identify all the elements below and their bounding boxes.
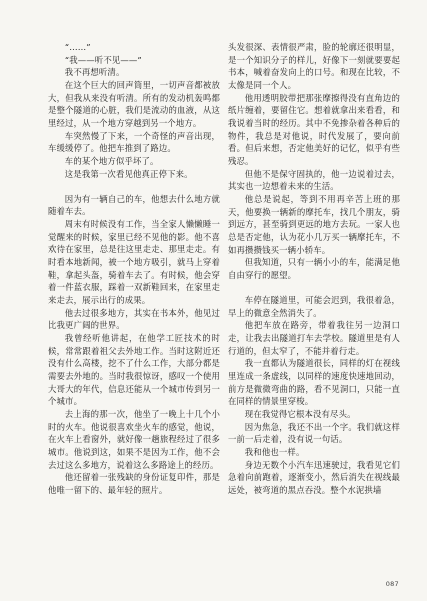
paragraph: 身边无数个小汽车迅速驶过，我看见它们急着向前跑着，逐渐变小，然后消失在视线最远处，被弯道的黑点吞没。整个水泥拱墙 [228, 459, 400, 495]
paragraph: 周末有时候没有工作，当全家人懒懒睡一觉醒来的时候，家里已经不见他的影。他不喜欢待在家里，总是往这里走走、那里走走。有时看本地新闻，被一个地方吸引，就马上穿着鞋，拿起头盔，骑着车去了。有时候，他会穿着一件蓝衣服，踩着一双新鞋回来，在家里走来走去，展示出行的成果。 [48, 219, 220, 306]
paragraph: 现在我觉得它根本没有尽头。 [244, 408, 356, 419]
paragraph: 头发很深、表情很严肃，脸的轮廓还很明显，是一个知识分子的样儿，好像下一刻就要要起书本，喊着奋发向上的口号。和现在比较，不太像是同一个人。 [228, 42, 400, 90]
paragraph: 车突然慢了下来，一个奇怪的声音出现，车缓缓停了。他把车推到了路边。 [48, 130, 220, 154]
paragraph: 他去过很多地方，其实在书本外，他见过比我更广阔的世界。 [48, 307, 220, 331]
left-column [48, 41, 220, 497]
paragraph: 但我知道，只有一辆小小的车，能满足他自由穿行的愿望。 [228, 257, 400, 280]
paragraph: 他总是说起，等到不用再辛苦上班的那天，他要换一辆新的摩托车，找几个朋友，骑到远方，甚至骑到更远的地方去玩。一家人也总是否定他，认为花小几万买一辆摩托车，不如再攒攒钱买一辆小轿车。 [228, 193, 400, 255]
paragraph: 他把车放在路旁，带着我往另一边洞口走，让我去出隧道打车去学校。隧道里是有人行道的，但太窄了，不能并着行走。 [228, 320, 400, 356]
paragraph: 因为有一辆自己的车，他想去什么地方就随着车去。 [48, 193, 220, 217]
paragraph: “我——听不见——” [64, 54, 142, 65]
page-number: 087 [385, 580, 399, 588]
paragraph: 我一直都认为隧道很长，同样的灯在视线里连成一条虚线，以同样的速度快速地回动，前方是微微弯曲的路，看不见洞口，只能一直在同样的情景里穿梭。 [228, 358, 400, 407]
right-column [228, 41, 400, 497]
paragraph: 我曾经听他讲起，在他学工匠技术的时候，常常跟着祖父去外地工作。当时这附近还没有什么高楼，挖不了什么工作，大部分都是需要去外地的。当时我很惊讶，感叹一个使用大哥大的年代，信息还能从一个城市传到另一个城市。 [48, 333, 220, 407]
paragraph: 他用透明胶带把那张摩擦得没有直角边的纸片缠着，要留住它。想着就拿出来看看，和我说着当时的经历。其中不免掺杂着各种后的物件，我总是对他说，时代发展了，要向前看。但后来想，否定他美好的记忆，似乎有些残忍。 [228, 92, 400, 166]
paragraph: 但他不是保守固执的，他一边说着过去，其实也一边想着未来的生活。 [228, 168, 400, 192]
paragraph: 车的某个地方似乎坏了。 [64, 155, 159, 166]
paragraph: 因为焦急，我还不出一个字。我们就这样一前一后走着，没有说一句话。 [228, 421, 400, 445]
paragraph: 车停在隧道里，可能会迟到，我很着急，早上的微意全然消失了。 [228, 295, 400, 318]
paragraph: 他还留着一张残缺的身份证复印件，那是他唯一留下的、最年轻的照片。 [48, 472, 220, 495]
paragraph: “……” [64, 42, 91, 52]
paragraph: 我和他也一样。 [244, 446, 305, 457]
paragraph: 在这个巨大的回声筒里，一切声音都被放大，但我从来没有听清。所有的发动机轰鸣都是整个隧道的心脏，我们是流动的血液，从这里经过，从一个地方穿越到另一个地方。 [48, 79, 220, 128]
paragraph: 我不再想听清。 [64, 67, 125, 78]
paragraph: 这是我第一次看见他真正停下来。 [64, 168, 193, 179]
paragraph: 去上海的那一次，他坐了一晚上十几个小时的火车。他说很喜欢坐火车的感觉，他说，在火车上看窗外，就好像一趟旅程经过了很多城市。他说到这，如果不是因为工作，他不会去过这么多地方，说着这么多路途上的经历。 [48, 408, 220, 470]
